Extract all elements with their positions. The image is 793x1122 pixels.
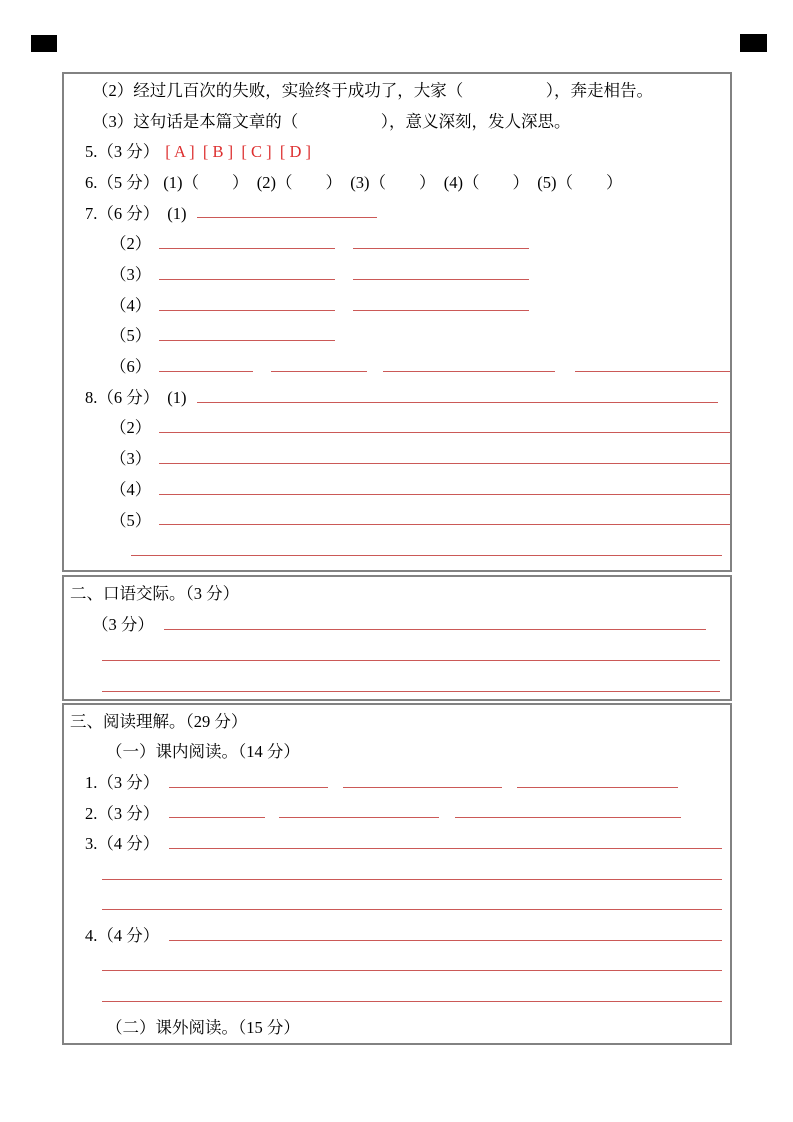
part-two-heading-row [64, 1011, 730, 1042]
question-7-row-1 [64, 197, 730, 228]
question-label: 3.（4 分） [85, 834, 160, 854]
question-8-continuation-row [64, 534, 730, 565]
question-label: 2.（3 分） [85, 803, 160, 823]
answer-line [575, 371, 730, 372]
answer-line [159, 371, 253, 372]
answer-line [353, 310, 529, 311]
question-label: 1.（3 分） [85, 772, 160, 792]
section-three-box [62, 703, 732, 1045]
section-two-continuation-row [64, 639, 730, 670]
section-one-box [62, 72, 732, 572]
answer-line [164, 629, 706, 630]
answer-line [279, 817, 439, 818]
answer-line [102, 970, 722, 971]
section-three-heading-row [64, 705, 730, 736]
question-7-row-5 [64, 320, 730, 351]
answer-line [102, 909, 722, 910]
sub-item-label: （4） [110, 479, 152, 499]
reading-q1-row [64, 766, 730, 797]
sub-item-label: （4） [110, 295, 152, 315]
question-8-row-5 [64, 504, 730, 535]
question-label: 8.（6 分） [85, 387, 160, 407]
answer-line [159, 463, 730, 464]
answer-line [159, 432, 730, 433]
section-two-continuation-row [64, 670, 730, 701]
section-heading: 三、阅读理解。（29 分） [70, 711, 248, 731]
fill-blank-text: （3）这句话是本篇文章的（ ），意义深刻，发人深思。 [92, 111, 571, 131]
answer-line [102, 1001, 722, 1002]
sub-item-label: (1) [167, 203, 187, 223]
question-7-row-3 [64, 258, 730, 289]
fill-blank-row-2 [64, 74, 730, 105]
answer-line [271, 371, 367, 372]
sub-item-label: （2） [110, 418, 152, 438]
answer-line [159, 310, 335, 311]
fill-blank-row-3 [64, 105, 730, 136]
answer-line [169, 817, 265, 818]
question-7-row-4 [64, 289, 730, 320]
answer-line [353, 279, 529, 280]
answer-line [169, 848, 722, 849]
question-7-row-6 [64, 350, 730, 381]
answer-line [197, 402, 719, 403]
sub-item-label: （3） [110, 449, 152, 469]
part-heading: （二）课外阅读。（15 分） [106, 1017, 300, 1037]
bracket-blanks: (1)（ ） (2)（ ） (3)（ ） (4)（ ） (5)（ ） [163, 172, 623, 192]
fill-blank-text: （2）经过几百次的失败，实验终于成功了，大家（ ），奔走相告。 [92, 80, 653, 100]
reading-q4-row [64, 919, 730, 950]
section-two-box [62, 575, 732, 701]
answer-line [159, 524, 730, 525]
question-8-row-1 [64, 381, 730, 412]
answer-line [517, 787, 678, 788]
answer-line [102, 660, 720, 661]
part-one-heading-row [64, 736, 730, 767]
answer-line [383, 371, 555, 372]
reading-q3-continuation-row [64, 889, 730, 920]
reading-q4-continuation-row [64, 980, 730, 1011]
choice-options: [ A ] [ B ] [ C ] [ D ] [165, 142, 311, 162]
sub-item-label: （5） [110, 326, 152, 346]
sub-item-label: （2） [110, 234, 152, 254]
sub-item-label: （5） [110, 510, 152, 530]
answer-line [102, 691, 720, 692]
answer-line [131, 555, 722, 556]
question-8-row-4 [64, 473, 730, 504]
answer-line [353, 248, 529, 249]
question-7-row-2 [64, 227, 730, 258]
part-heading: （一）课内阅读。（14 分） [106, 742, 300, 762]
sub-item-label: (1) [167, 387, 187, 407]
registration-mark-left [31, 35, 57, 52]
answer-line [159, 248, 335, 249]
section-two-answer-row [64, 608, 730, 639]
sub-item-label: （6） [110, 357, 152, 377]
question-label: 4.（4 分） [85, 925, 160, 945]
reading-q4-continuation-row [64, 950, 730, 981]
reading-q3-row [64, 827, 730, 858]
question-8-row-3 [64, 442, 730, 473]
question-5-row [64, 135, 730, 166]
question-label: 6.（5 分） [85, 172, 160, 192]
question-label: 7.（6 分） [85, 203, 160, 223]
answer-line [159, 494, 730, 495]
question-label: 5.（3 分） [85, 142, 160, 162]
reading-q3-continuation-row [64, 858, 730, 889]
question-6-row [64, 166, 730, 197]
answer-line [197, 217, 377, 218]
question-8-row-2 [64, 412, 730, 443]
answer-line [159, 340, 335, 341]
answer-line [169, 787, 328, 788]
answer-line [169, 940, 722, 941]
answer-line [343, 787, 502, 788]
sub-item-label: （3） [110, 265, 152, 285]
registration-mark-right [740, 34, 767, 52]
section-two-heading-row [64, 577, 730, 608]
answer-line [102, 879, 722, 880]
answer-line [159, 279, 335, 280]
answer-line [455, 817, 681, 818]
score-label: （3 分） [92, 614, 154, 634]
reading-q2-row [64, 797, 730, 828]
section-heading: 二、口语交际。（3 分） [70, 584, 240, 604]
